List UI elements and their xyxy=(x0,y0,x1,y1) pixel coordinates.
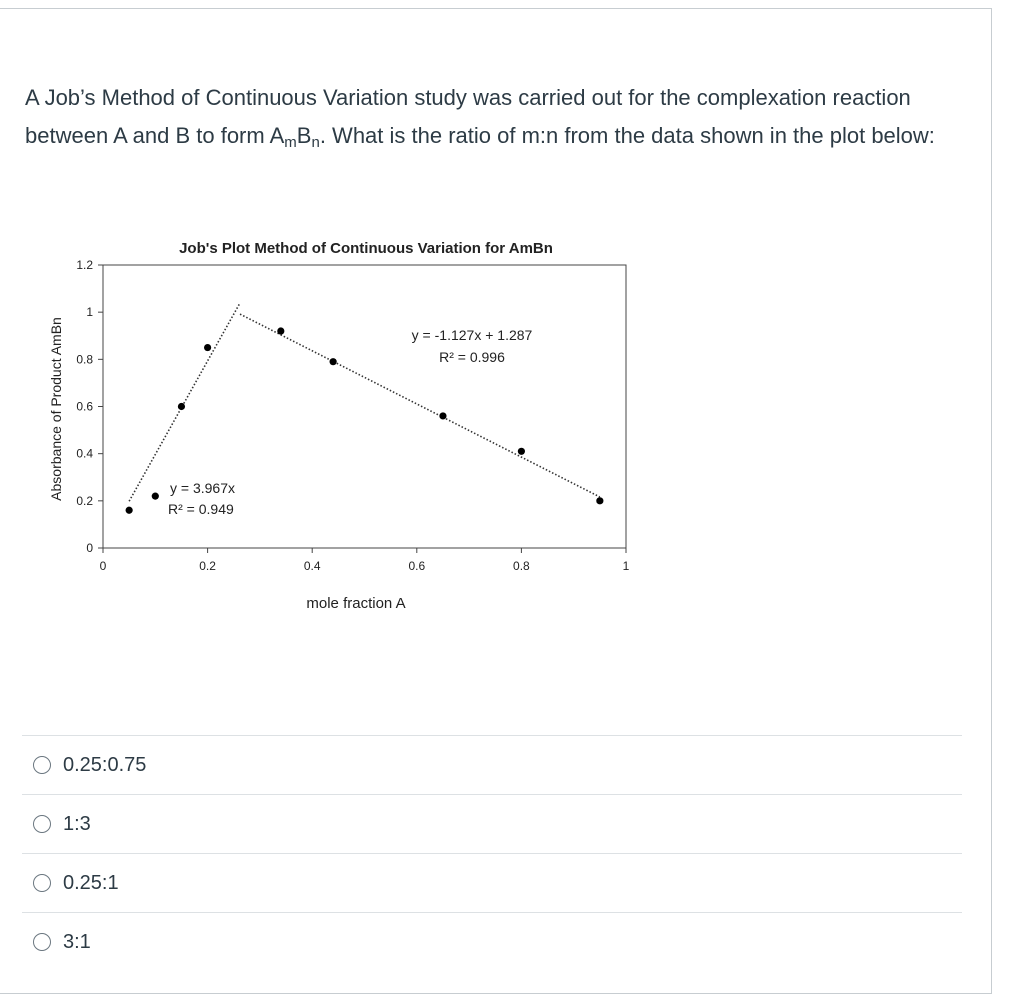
radio-icon[interactable] xyxy=(33,815,51,833)
data-point xyxy=(330,358,337,365)
answer-list xyxy=(22,735,962,971)
x-tick-label: 0.2 xyxy=(199,559,216,573)
radio-icon[interactable] xyxy=(33,933,51,951)
data-point xyxy=(518,448,525,455)
question-text-b: B xyxy=(296,123,312,148)
y-axis-label: Absorbance of Product AmBn xyxy=(48,317,64,501)
y-axis-ticks xyxy=(76,258,103,555)
trendline-left-r2: R² = 0.949 xyxy=(168,501,234,517)
answer-option-1[interactable] xyxy=(22,735,962,794)
answer-label: 0.25:0.75 xyxy=(63,753,147,776)
y-tick-label: 1.2 xyxy=(76,258,93,272)
question-text xyxy=(25,79,970,155)
y-tick-label: 0.6 xyxy=(76,399,93,414)
subscript-m: m xyxy=(284,134,297,151)
answer-option-3[interactable] xyxy=(22,853,962,912)
y-tick-label: 0 xyxy=(86,541,93,555)
y-tick-label: 0.2 xyxy=(76,493,93,508)
x-tick-label: 0 xyxy=(99,559,107,573)
answer-option-2[interactable] xyxy=(22,794,962,853)
data-point xyxy=(277,327,284,334)
x-axis-ticks xyxy=(100,548,630,573)
data-point xyxy=(126,507,133,514)
chart-svg xyxy=(40,231,640,621)
trendline-left xyxy=(129,303,240,501)
data-point xyxy=(178,403,185,410)
y-tick-label: 0.8 xyxy=(76,352,93,367)
question-text-end: . What is the ratio of m:n from the data shown in the plot below: xyxy=(319,123,935,148)
jobs-plot-chart xyxy=(40,231,640,626)
answer-option-4[interactable] xyxy=(22,912,962,971)
chart-title: Job's Plot Method of Continuous Variation for AmBn xyxy=(179,240,553,257)
radio-icon[interactable] xyxy=(33,756,51,774)
x-tick-label: 0.6 xyxy=(408,559,426,573)
answer-label: 1:3 xyxy=(63,812,91,835)
trendline-right-r2: R² = 0.996 xyxy=(439,349,505,365)
data-point xyxy=(152,493,159,500)
question-card xyxy=(0,8,992,994)
data-point xyxy=(204,344,211,351)
x-tick-label: 1 xyxy=(622,559,630,573)
subscript-n: n xyxy=(311,134,320,151)
y-tick-label: 0.4 xyxy=(76,446,93,461)
answer-label: 3:1 xyxy=(63,930,91,953)
trendline-left-equation: y = 3.967x xyxy=(170,480,235,496)
question-text-part: A Job’s Method of Continuous Variation study was carried out for the complexation reaction between A and B to form A xyxy=(25,85,911,148)
y-tick-label: 1 xyxy=(86,305,93,320)
x-tick-label: 0.4 xyxy=(303,559,321,573)
trendline-right-equation: y = -1.127x + 1.287 xyxy=(411,327,533,343)
radio-icon[interactable] xyxy=(33,874,51,892)
answer-label: 0.25:1 xyxy=(63,871,119,894)
x-tick-label: 0.8 xyxy=(513,559,530,573)
x-axis-label: mole fraction A xyxy=(306,595,406,612)
data-point xyxy=(439,412,446,419)
data-point xyxy=(596,497,603,504)
